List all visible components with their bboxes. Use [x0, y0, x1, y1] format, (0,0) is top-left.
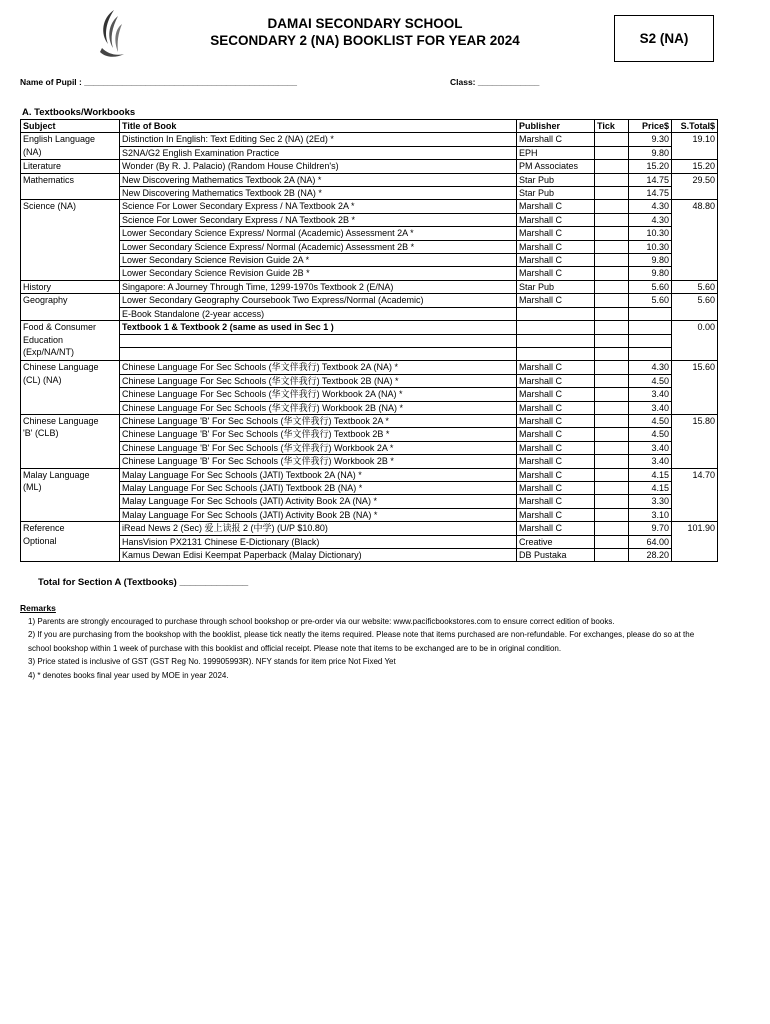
- price: 4.50: [629, 414, 672, 427]
- table-row: [21, 455, 718, 468]
- price: 4.50: [629, 374, 672, 387]
- school-logo: [96, 8, 126, 60]
- price: 4.15: [629, 481, 672, 494]
- book-title: S2NA/G2 English Examination Practice: [120, 146, 517, 159]
- publisher: Marshall C: [517, 388, 595, 401]
- tick-box[interactable]: [595, 133, 629, 146]
- subject-line: Education: [23, 334, 64, 345]
- price: 4.50: [629, 428, 672, 441]
- table-row: [21, 468, 718, 481]
- subtotal: 19.10: [672, 133, 718, 160]
- table-row: [21, 548, 718, 561]
- table-row: [21, 173, 718, 186]
- section-total: Total for Section A (Textbooks) _____________: [38, 577, 249, 588]
- publisher: Marshall C: [517, 522, 595, 535]
- book-title: New Discovering Mathematics Textbook 2A (NA) *: [120, 173, 517, 186]
- subject-line: English Language: [23, 134, 96, 145]
- publisher: [517, 334, 595, 347]
- price: [629, 307, 672, 320]
- subtotal: 101.90: [672, 522, 718, 562]
- price: 9.80: [629, 267, 672, 280]
- subject-cell: [21, 294, 120, 321]
- book-title: Kamus Dewan Edisi Keempat Paperback (Malay Dictionary): [120, 548, 517, 561]
- book-title: Chinese Language For Sec Schools (华文伴我行) Workbook 2A (NA) *: [120, 388, 517, 401]
- col-price: Price$: [629, 120, 672, 133]
- price: 64.00: [629, 535, 672, 548]
- subject-cell: [21, 414, 120, 468]
- subtotal: 29.50: [672, 173, 718, 200]
- book-title: Malay Language For Sec Schools (JATI) Textbook 2A (NA) *: [120, 468, 517, 481]
- remark-item: 4) * denotes books final year used by MOE in year 2024.: [28, 670, 229, 680]
- table-row: [21, 307, 718, 320]
- tick-box[interactable]: [595, 522, 629, 535]
- price: 3.40: [629, 455, 672, 468]
- subject-cell: [21, 280, 120, 293]
- book-title: Malay Language For Sec Schools (JATI) Activity Book 2B (NA) *: [120, 508, 517, 521]
- price: [629, 347, 672, 360]
- book-title: Textbook 1 & Textbook 2 (same as used in Sec 1 ): [120, 321, 517, 334]
- tick-box[interactable]: [595, 508, 629, 521]
- price: 4.30: [629, 361, 672, 374]
- price: 9.70: [629, 522, 672, 535]
- tick-box[interactable]: [595, 388, 629, 401]
- subject-line: Science (NA): [23, 201, 77, 212]
- publisher: Marshall C: [517, 213, 595, 226]
- publisher: Marshall C: [517, 294, 595, 307]
- price: 28.20: [629, 548, 672, 561]
- subject-cell: [21, 173, 120, 200]
- booklist-table: [20, 119, 718, 562]
- price: 9.80: [629, 146, 672, 159]
- tick-box[interactable]: [595, 428, 629, 441]
- booklist-title: SECONDARY 2 (NA) BOOKLIST FOR YEAR 2024: [210, 33, 520, 48]
- table-row: [21, 388, 718, 401]
- table-row: [21, 294, 718, 307]
- price: 14.75: [629, 173, 672, 186]
- book-title: Science For Lower Secondary Express / NA Textbook 2A *: [120, 200, 517, 213]
- remark-item: 1) Parents are strongly encouraged to purchase through school bookshop or pre-order via our website: www.pacificbookstores.com to ensure correct edition of books.: [28, 617, 615, 626]
- book-title: Chinese Language 'B' For Sec Schools (华文伴我行) Textbook 2B *: [120, 428, 517, 441]
- book-title: [120, 347, 517, 360]
- table-row: [21, 321, 718, 334]
- subject-cell: [21, 133, 120, 160]
- publisher: Marshall C: [517, 133, 595, 146]
- tick-box[interactable]: [595, 455, 629, 468]
- price: 4.15: [629, 468, 672, 481]
- publisher: Marshall C: [517, 240, 595, 253]
- tick-box[interactable]: [595, 481, 629, 494]
- col-subject: Subject: [21, 120, 120, 133]
- book-title: iRead News 2 (Sec) 爱上读报 2 (中学) (U/P $10.80): [120, 522, 517, 535]
- subject-cell: [21, 200, 120, 280]
- tick-box[interactable]: [595, 334, 629, 347]
- price: [629, 321, 672, 334]
- table-row: [21, 213, 718, 226]
- price: 15.20: [629, 160, 672, 173]
- book-title: Malay Language For Sec Schools (JATI) Textbook 2B (NA) *: [120, 481, 517, 494]
- publisher: Marshall C: [517, 481, 595, 494]
- table-row: [21, 361, 718, 374]
- book-title: HansVision PX2131 Chinese E-Dictionary (Black): [120, 535, 517, 548]
- table-row: [21, 522, 718, 535]
- book-title: Lower Secondary Science Revision Guide 2B *: [120, 267, 517, 280]
- book-title: Science For Lower Secondary Express / NA Textbook 2B *: [120, 213, 517, 226]
- price: 3.10: [629, 508, 672, 521]
- col-publisher: Publisher: [517, 120, 595, 133]
- subject-line: Malay Language: [23, 469, 90, 480]
- tick-box[interactable]: [595, 146, 629, 159]
- subject-line: (NA): [23, 146, 42, 157]
- tick-box[interactable]: [595, 280, 629, 293]
- table-row: [21, 280, 718, 293]
- table-row: [21, 334, 718, 347]
- subject-line: Chinese Language: [23, 362, 99, 373]
- subtotal: 15.60: [672, 361, 718, 415]
- price: 9.80: [629, 254, 672, 267]
- subject-line: Geography: [23, 295, 68, 306]
- table-row: [21, 508, 718, 521]
- publisher: PM Associates: [517, 160, 595, 173]
- price: 3.40: [629, 441, 672, 454]
- tick-box[interactable]: [595, 361, 629, 374]
- col-subtotal: S.Total$: [672, 120, 718, 133]
- price: [629, 334, 672, 347]
- remark-item: 2) If you are purchasing from the bookshop with the booklist, please tick neatly the items required. Please note that items purchased are non-refundable. For exchanges, please do so at the school bookshop within 1 week of purchase with this booklist and official receipt. Please note that items to be exchanged are to be in original condition.: [28, 630, 695, 653]
- tick-box[interactable]: [595, 347, 629, 360]
- subtotal: 15.20: [672, 160, 718, 173]
- book-title: Lower Secondary Science Express/ Normal (Academic) Assessment 2B *: [120, 240, 517, 253]
- table-row: [21, 401, 718, 414]
- price: 14.75: [629, 187, 672, 200]
- tick-box[interactable]: [595, 267, 629, 280]
- publisher: Marshall C: [517, 495, 595, 508]
- section-title: A. Textbooks/Workbooks: [22, 107, 136, 118]
- subtotal: 5.60: [672, 280, 718, 293]
- remarks-list: [28, 615, 718, 682]
- publisher: Marshall C: [517, 414, 595, 427]
- class-code-box: [614, 15, 714, 62]
- book-title: Chinese Language 'B' For Sec Schools (华文伴我行) Workbook 2A *: [120, 441, 517, 454]
- price: 3.40: [629, 401, 672, 414]
- subject-line: Mathematics: [23, 174, 75, 185]
- tick-box[interactable]: [595, 160, 629, 173]
- publisher: Star Pub: [517, 280, 595, 293]
- table-row: [21, 227, 718, 240]
- price: 4.30: [629, 213, 672, 226]
- subject-cell: [21, 321, 120, 361]
- book-title: Malay Language For Sec Schools (JATI) Activity Book 2A (NA) *: [120, 495, 517, 508]
- tick-box[interactable]: [595, 307, 629, 320]
- tick-box[interactable]: [595, 495, 629, 508]
- price: 5.60: [629, 294, 672, 307]
- subject-cell: [21, 361, 120, 415]
- tick-box[interactable]: [595, 240, 629, 253]
- subject-line: Reference: [23, 523, 65, 534]
- publisher: EPH: [517, 146, 595, 159]
- publisher: Marshall C: [517, 267, 595, 280]
- tick-box[interactable]: [595, 173, 629, 186]
- remarks-title: Remarks: [20, 603, 56, 613]
- class-field: Class: _____________: [450, 77, 540, 87]
- book-title: Lower Secondary Science Revision Guide 2A *: [120, 254, 517, 267]
- tick-box[interactable]: [595, 548, 629, 561]
- tick-box[interactable]: [595, 213, 629, 226]
- price: 10.30: [629, 240, 672, 253]
- table-row: [21, 240, 718, 253]
- publisher: Marshall C: [517, 200, 595, 213]
- publisher: Marshall C: [517, 254, 595, 267]
- table-row: [21, 160, 718, 173]
- price: 4.30: [629, 200, 672, 213]
- publisher: Marshall C: [517, 455, 595, 468]
- subtotal: 48.80: [672, 200, 718, 280]
- table-row: [21, 187, 718, 200]
- tick-box[interactable]: [595, 441, 629, 454]
- publisher: Marshall C: [517, 361, 595, 374]
- table-row: [21, 414, 718, 427]
- book-title: Wonder (By R. J. Palacio) (Random House Children's): [120, 160, 517, 173]
- table-row: [21, 481, 718, 494]
- book-title: Chinese Language For Sec Schools (华文伴我行) Workbook 2B (NA) *: [120, 401, 517, 414]
- subject-line: Chinese Language: [23, 415, 99, 426]
- publisher: Marshall C: [517, 428, 595, 441]
- table-row: [21, 133, 718, 146]
- tick-box[interactable]: [595, 535, 629, 548]
- book-title: New Discovering Mathematics Textbook 2B (NA) *: [120, 187, 517, 200]
- table-row: [21, 254, 718, 267]
- subject-line: History: [23, 281, 52, 292]
- tick-box[interactable]: [595, 321, 629, 334]
- remark-item: 3) Price stated is inclusive of GST (GST Reg No. 199905993R). NFY stands for item price Not Fixed Yet: [28, 657, 396, 667]
- price: 5.60: [629, 280, 672, 293]
- table-row: [21, 495, 718, 508]
- publisher: Star Pub: [517, 187, 595, 200]
- publisher: [517, 321, 595, 334]
- class-code: S2 (NA): [639, 31, 689, 46]
- price: 3.30: [629, 495, 672, 508]
- tick-box[interactable]: [595, 187, 629, 200]
- tick-box[interactable]: [595, 294, 629, 307]
- book-title: Chinese Language 'B' For Sec Schools (华文伴我行) Workbook 2B *: [120, 455, 517, 468]
- book-title: E-Book Standalone (2-year access): [120, 307, 517, 320]
- price: 3.40: [629, 388, 672, 401]
- table-row: [21, 347, 718, 360]
- tick-box[interactable]: [595, 414, 629, 427]
- subject-line: 'B' (CLB): [23, 428, 59, 439]
- publisher: [517, 307, 595, 320]
- publisher: Marshall C: [517, 374, 595, 387]
- table-row: [21, 374, 718, 387]
- publisher: Marshall C: [517, 468, 595, 481]
- col-title: Title of Book: [120, 120, 517, 133]
- subtotal: 5.60: [672, 294, 718, 321]
- publisher: Marshall C: [517, 227, 595, 240]
- table-header-row: [21, 120, 718, 133]
- tick-box[interactable]: [595, 374, 629, 387]
- table-row: [21, 428, 718, 441]
- table-body: [21, 133, 718, 562]
- pupil-name-field: Name of Pupil : _____________________________________________: [20, 77, 297, 87]
- tick-box[interactable]: [595, 254, 629, 267]
- publisher: DB Pustaka: [517, 548, 595, 561]
- tick-box[interactable]: [595, 468, 629, 481]
- tick-box[interactable]: [595, 200, 629, 213]
- subject-line: (CL) (NA): [23, 374, 62, 385]
- subtotal: 14.70: [672, 468, 718, 522]
- subject-line: (ML): [23, 481, 42, 492]
- subject-line: Literature: [23, 161, 62, 172]
- publisher: Marshall C: [517, 441, 595, 454]
- price: 9.30: [629, 133, 672, 146]
- book-title: Singapore: A Journey Through Time, 1299-1970s Textbook 2 (E/NA): [120, 280, 517, 293]
- publisher: Marshall C: [517, 401, 595, 414]
- publisher: Creative: [517, 535, 595, 548]
- subject-line: Optional: [23, 535, 57, 546]
- book-title: Chinese Language For Sec Schools (华文伴我行) Textbook 2B (NA) *: [120, 374, 517, 387]
- table-row: [21, 146, 718, 159]
- book-title: Chinese Language 'B' For Sec Schools (华文伴我行) Textbook 2A *: [120, 414, 517, 427]
- school-name: DAMAI SECONDARY SCHOOL: [267, 16, 463, 31]
- col-tick: Tick: [595, 120, 629, 133]
- table-row: [21, 441, 718, 454]
- subtotal: 15.80: [672, 414, 718, 468]
- publisher: Marshall C: [517, 508, 595, 521]
- table-row: [21, 267, 718, 280]
- subject-line: (Exp/NA/NT): [23, 346, 75, 357]
- book-title: Chinese Language For Sec Schools (华文伴我行) Textbook 2A (NA) *: [120, 361, 517, 374]
- subject-cell: [21, 160, 120, 173]
- tick-box[interactable]: [595, 401, 629, 414]
- price: 10.30: [629, 227, 672, 240]
- book-title: Distinction In English: Text Editing Sec 2 (NA) (2Ed) *: [120, 133, 517, 146]
- table-row: [21, 535, 718, 548]
- subject-line: Food & Consumer: [23, 322, 97, 333]
- book-title: [120, 334, 517, 347]
- publisher: Star Pub: [517, 173, 595, 186]
- book-title: Lower Secondary Geography Coursebook Two Express/Normal (Academic): [120, 294, 517, 307]
- table-row: [21, 200, 718, 213]
- subject-cell: [21, 522, 120, 562]
- book-title: Lower Secondary Science Express/ Normal (Academic) Assessment 2A *: [120, 227, 517, 240]
- publisher: [517, 347, 595, 360]
- tick-box[interactable]: [595, 227, 629, 240]
- subject-cell: [21, 468, 120, 522]
- subtotal: 0.00: [672, 321, 718, 361]
